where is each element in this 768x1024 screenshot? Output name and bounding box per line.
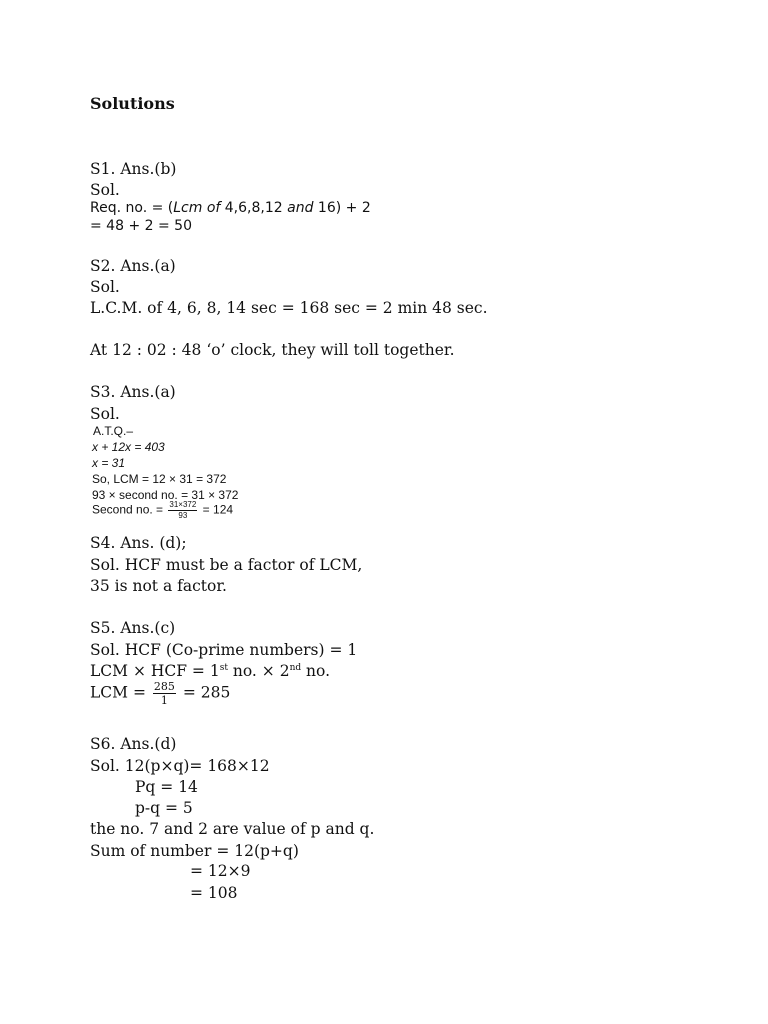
s1-answer: S1. Ans.(b) [90,160,177,178]
s1-equation-line2: = 48 + 2 = 50 [90,218,192,234]
s5-line3-numerator: 285 [153,680,175,693]
s5-line3-fraction [153,680,176,707]
s1-eq1-part-e: 16) + 2 [313,200,371,216]
s2-sol-label: Sol. [90,278,120,296]
s3-eq4: 93 × second no. = 31 × 372 [92,488,239,502]
s2-line2: At 12 : 02 : 48 ‘o’ clock, they will toll together. [90,341,455,359]
s3-eq5-post: = 124 [202,502,234,517]
page-title: Solutions [90,94,175,113]
s5-answer: S5. Ans.(c) [90,619,176,637]
s5-line1: Sol. HCF (Co-prime numbers) = 1 [90,641,358,659]
s5-line2 [90,661,330,681]
s6-answer: S6. Ans.(d) [90,735,177,753]
s5-line3-pre: LCM = [90,683,146,702]
s4-line2: 35 is not a factor. [90,577,227,595]
s5-line3-post: = 285 [182,683,231,702]
s6-line7: = 108 [190,884,238,902]
s6-line1: Sol. 12(p×q)= 168×12 [90,757,270,775]
s3-sol-label: Sol. [90,405,120,423]
s3-atq: A.T.Q.– [93,424,134,438]
s3-eq5-pre: Second no. = [92,502,164,517]
s6-line3: p-q = 5 [135,799,193,817]
s6-line4: the no. 7 and 2 are value of p and q. [90,820,375,838]
s2-line1: L.C.M. of 4, 6, 8, 14 sec = 168 sec = 2 min 48 sec. [90,299,488,317]
s3-eq1: x + 12x = 403 [92,440,165,454]
s1-eq1-part-a: Req. no. = ( [90,200,174,216]
s4-answer: S4. Ans. (d); [90,534,187,552]
s5-line2-sup2: nd [289,662,302,673]
s3-eq5-denominator: 93 [178,511,188,520]
s5-line3-denominator: 1 [160,694,168,707]
s5-line2-b: no. × 2 [227,662,290,680]
s2-answer: S2. Ans.(a) [90,257,176,275]
s1-eq1-part-c: 4,6,8,12 [220,200,288,216]
s3-eq3: So, LCM = 12 × 31 = 372 [92,472,227,486]
s5-line3 [90,680,230,707]
s6-line6: = 12×9 [190,862,251,880]
s6-line5: Sum of number = 12(p+q) [90,842,299,860]
s3-eq2: x = 31 [92,456,126,470]
s1-eq1-part-b: Lcm of [173,200,221,216]
s3-eq5-fraction [168,500,197,521]
s5-line2-a: LCM × HCF = 1 [90,662,220,680]
s6-line2: Pq = 14 [135,778,198,796]
s3-eq5 [92,500,233,521]
s4-line1: Sol. HCF must be a factor of LCM, [90,556,363,574]
s3-answer: S3. Ans.(a) [90,383,176,401]
s5-line2-c: no. [301,662,331,680]
s5-line2-sup1: st [219,662,228,673]
s1-sol-label: Sol. [90,181,120,199]
s3-eq5-numerator: 31×372 [169,500,197,509]
s1-eq1-part-d: and [287,200,314,216]
s1-equation-line1 [90,199,371,217]
